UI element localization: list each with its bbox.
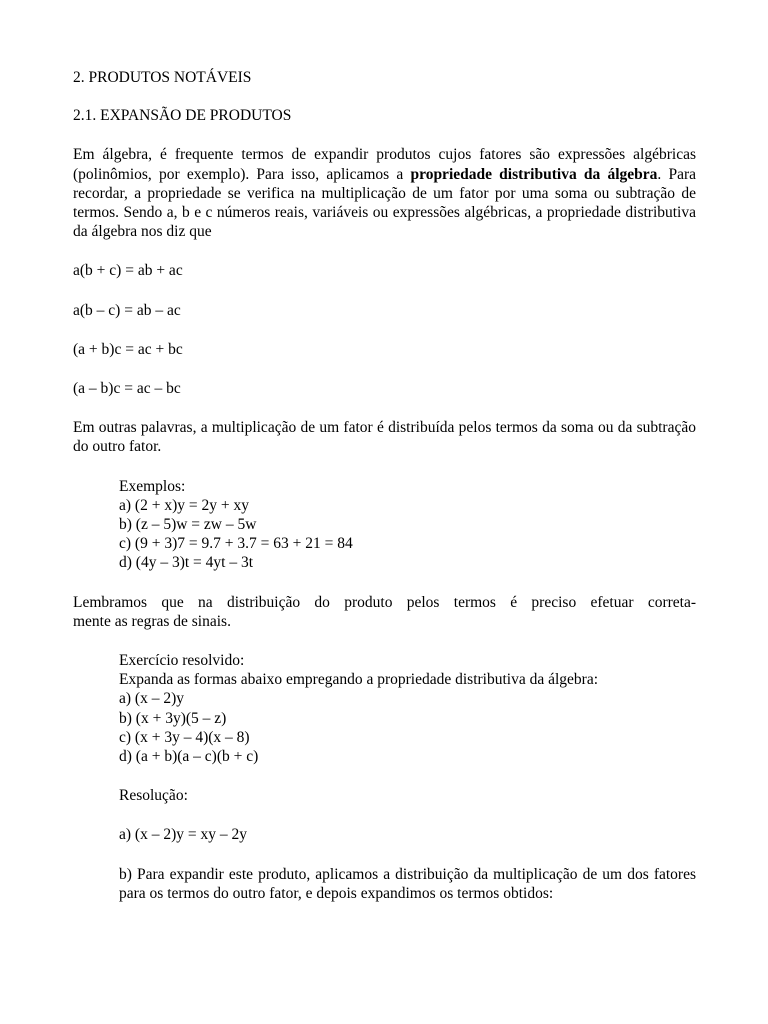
example-item: c) (9 + 3)7 = 9.7 + 3.7 = 63 + 21 = 84 [119, 535, 353, 553]
intro-bold-term: propriedade distributiva da álgebra [410, 165, 658, 183]
example-item: d) (4y – 3)t = 4yt – 3t [119, 554, 254, 572]
other-words-paragraph: Em outras palavras, a multiplicação de um fator é distribuída pelos termos da soma ou da subtração do outro fator. [73, 419, 696, 456]
exercise-item: b) (x + 3y)(5 – z) [119, 709, 227, 727]
example-item: b) (z – 5)w = zw – 5w [119, 516, 257, 534]
remember-line-1: Lembramos que na distribuição do produto pelos termos é preciso efetuar correta- [73, 593, 696, 611]
remember-paragraph [73, 593, 696, 631]
examples-block [73, 477, 696, 573]
section-heading: 2. PRODUTOS NOTÁVEIS [73, 69, 252, 86]
exercise-item: c) (x + 3y – 4)(x – 8) [119, 728, 250, 746]
resolution-title: Resolução: [119, 787, 188, 805]
rule-formula: (a – b)c = ac – bc [73, 380, 181, 398]
resolution-block [73, 786, 696, 903]
remember-line-2: mente as regras de sinais. [73, 612, 231, 630]
intro-paragraph [73, 145, 696, 241]
rule-formula: a(b + c) = ab + ac [73, 262, 183, 280]
intro-text-1: Em álgebra, é frequente termos de expandir produtos cujos fatores são expressões algébricas (polinômios, por exemplo). Para isso, aplicamos a [73, 146, 696, 183]
resolution-b: b) Para expandir este produto, aplicamos a distribuição da multiplicação de um dos fatores para os termos do outro fator, e depois expandimos os termos obtidos: [119, 865, 696, 902]
exercise-title: Exercício resolvido: [119, 652, 245, 670]
exercise-instruction: Expanda as formas abaixo empregando a propriedade distributiva da álgebra: [119, 671, 599, 689]
subsection-heading: 2.1. EXPANSÃO DE PRODUTOS [73, 107, 292, 125]
example-item: a) (2 + x)y = 2y + xy [119, 496, 249, 514]
document-page [73, 68, 696, 903]
exercise-item: a) (x – 2)y [119, 690, 184, 708]
intro-text-2: . Para recordar, a propriedade se verifica na multiplicação de um fator por uma soma ou subtração de termos. Sendo a, b e c números reais, variáveis ou expressões algébricas, a propriedade distributiva da álgebra nos diz que [73, 165, 696, 241]
examples-title: Exemplos: [119, 477, 186, 495]
exercise-block [73, 651, 696, 766]
exercise-item: d) (a + b)(a – c)(b + c) [119, 748, 259, 766]
rule-formula: a(b – c) = ab – ac [73, 301, 181, 319]
rule-formula: (a + b)c = ac + bc [73, 340, 183, 358]
resolution-a: a) (x – 2)y = xy – 2y [119, 826, 247, 844]
